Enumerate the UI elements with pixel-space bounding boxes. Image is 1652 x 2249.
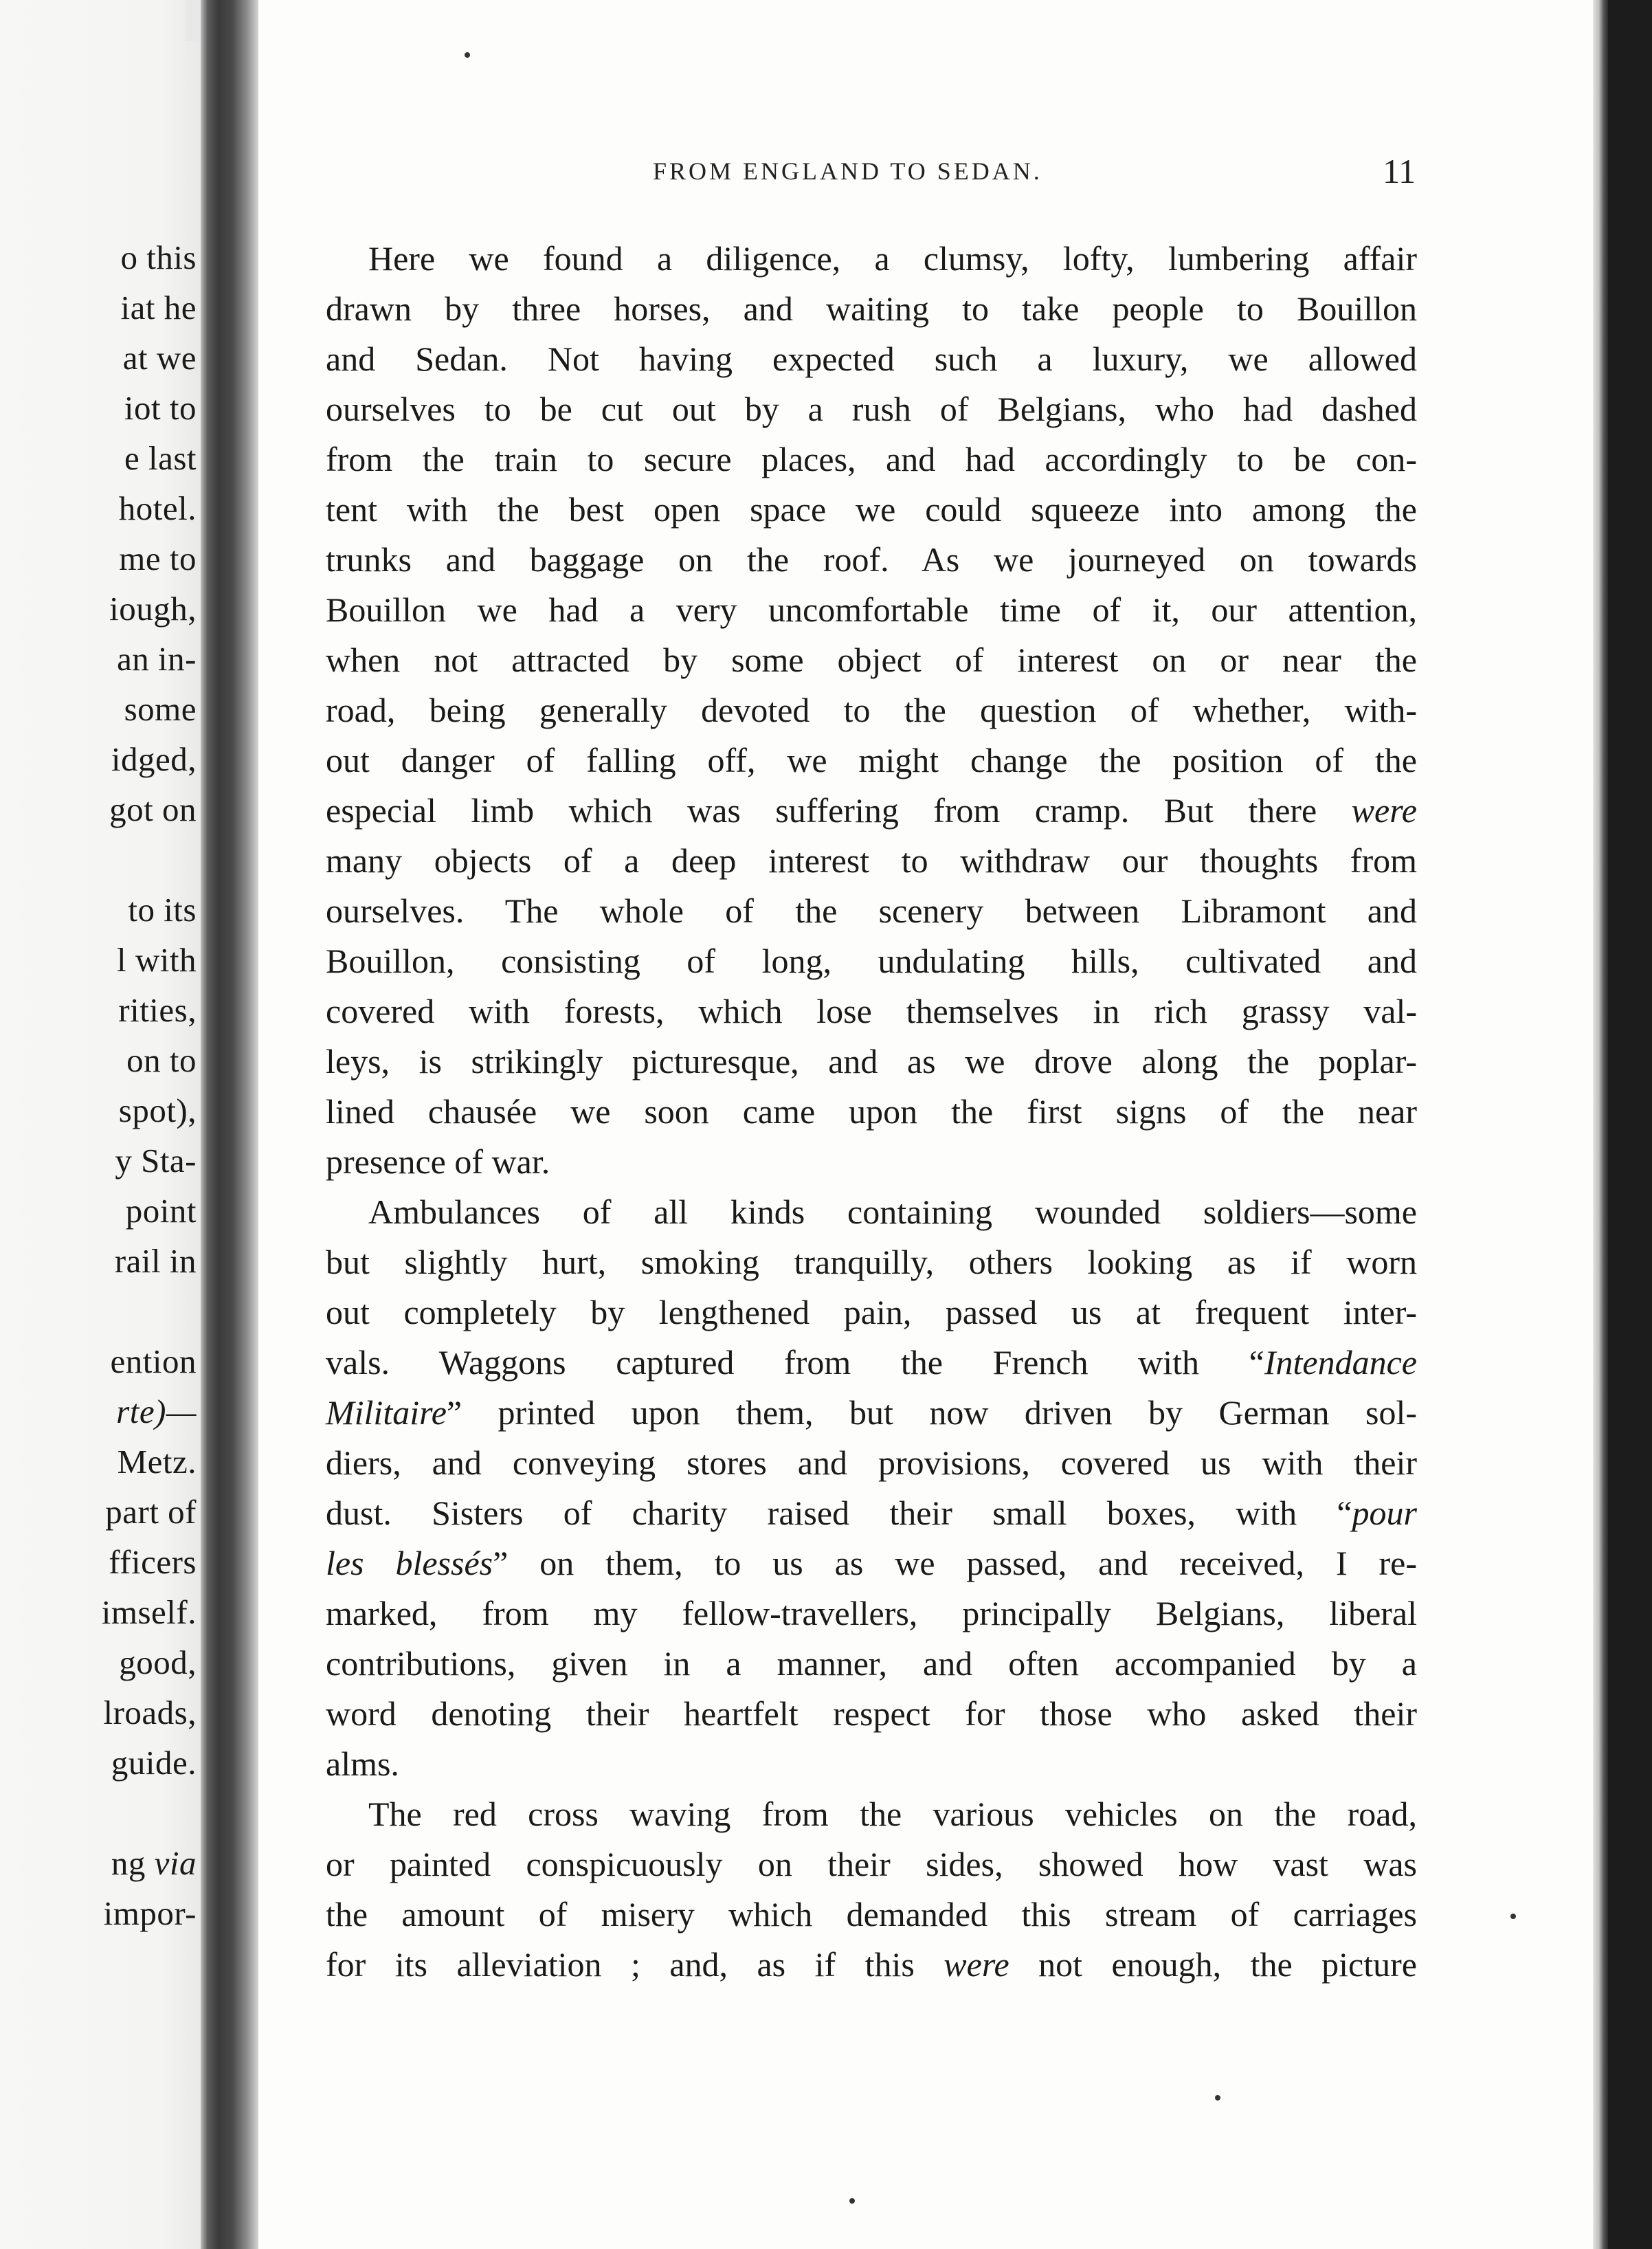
text-line: or painted conspicuously on their sides, showed how vast was	[326, 1845, 1417, 1883]
text-line: Here we found a diligence, a clumsy, lofty, lumbering affair	[368, 239, 1417, 278]
facing-line: l with	[117, 941, 197, 979]
text-line: Bouillon, consisting of long, undulating hills, cultivated and	[326, 942, 1417, 980]
facing-line: point	[125, 1192, 197, 1230]
text-line: contributions, given in a manner, and often accompanied by a	[326, 1644, 1417, 1683]
facing-line: ention	[110, 1342, 197, 1380]
facing-line: idged,	[111, 740, 197, 778]
text-line: and Sedan. Not having expected such a luxury, we allowed	[326, 340, 1417, 378]
facing-line: impor-	[103, 1894, 197, 1932]
facing-line: got on	[109, 790, 197, 828]
facing-line-gap	[0, 834, 197, 885]
facing-page-fragment	[0, 0, 201, 2249]
facing-line: good,	[119, 1643, 197, 1681]
facing-line: to its	[128, 891, 197, 929]
facing-line: me to	[119, 540, 197, 577]
text-line: out completely by lengthened pain, passed us at frequent inter-	[326, 1293, 1417, 1331]
text-line: but slightly hurt, smoking tranquilly, others looking as if worn	[326, 1243, 1417, 1281]
text-line: Ambulances of all kinds containing wounded soldiers—some	[368, 1193, 1417, 1231]
text-line: many objects of a deep interest to withdraw our thoughts from	[326, 841, 1417, 880]
text-line: especial limb which was suffering from cramp. But there were	[326, 791, 1417, 830]
binding-gutter-shadow	[201, 0, 258, 2249]
print-speck	[1510, 1914, 1516, 1919]
body-text	[326, 234, 1417, 1990]
facing-line: some	[124, 690, 197, 728]
page-number: 11	[1383, 152, 1416, 190]
text-line: out danger of falling off, we might change the position of the	[326, 741, 1417, 779]
facing-line: at we	[122, 339, 197, 377]
text-line: Militaire” printed upon them, but now driven by German sol-	[326, 1393, 1417, 1432]
facing-line-gap	[0, 1286, 197, 1336]
text-line: when not attracted by some object of interest on or near the	[326, 641, 1417, 679]
facing-line: rail in	[114, 1242, 197, 1280]
facing-line: Metz.	[117, 1443, 197, 1481]
text-line: les blessés” on them, to us as we passed, and received, I re-	[326, 1544, 1417, 1582]
facing-line: y Sta-	[115, 1142, 197, 1179]
page-edge-shadow	[1593, 0, 1608, 2249]
text-line: tent with the best open space we could squeeze into among the	[326, 490, 1417, 529]
text-line: ourselves. The whole of the scenery between Libramont and	[326, 891, 1417, 930]
facing-line: o this	[120, 239, 197, 276]
scan-background	[1608, 0, 1652, 2249]
text-line: The red cross waving from the various vehicles on the road,	[368, 1795, 1417, 1833]
text-line: alms.	[326, 1744, 399, 1783]
facing-line: rte)—	[116, 1393, 197, 1430]
facing-line-gap	[0, 1788, 197, 1838]
facing-line: iot to	[124, 389, 197, 427]
print-speck	[465, 52, 470, 58]
facing-line: hotel.	[118, 489, 197, 527]
facing-line: iat he	[120, 289, 197, 326]
facing-line: spot),	[118, 1092, 197, 1129]
print-speck	[1215, 2095, 1220, 2101]
facing-line: fficers	[109, 1543, 197, 1581]
text-line: trunks and baggage on the roof. As we journeyed on towards	[326, 540, 1417, 579]
text-line: diers, and conveying stores and provisions, covered us with their	[326, 1443, 1417, 1482]
text-line: for its alleviation ; and, as if this were not enough, the picture	[326, 1945, 1417, 1984]
text-line: covered with forests, which lose themselves in rich grassy val-	[326, 992, 1417, 1030]
text-line: vals. Waggons captured from the French with “Intendance	[326, 1343, 1417, 1382]
text-line: dust. Sisters of charity raised their small boxes, with “pour	[326, 1494, 1417, 1532]
text-line: from the train to secure places, and had accordingly to be con-	[326, 440, 1417, 478]
text-line: drawn by three horses, and waiting to take people to Bouillon	[326, 289, 1417, 328]
facing-line: part of	[105, 1493, 197, 1531]
facing-line: lroads,	[103, 1694, 197, 1731]
text-line: word denoting their heartfelt respect for those who asked their	[326, 1694, 1417, 1733]
text-line: road, being generally devoted to the question of whether, with-	[326, 691, 1417, 729]
text-line: marked, from my fellow-travellers, principally Belgians, liberal	[326, 1594, 1417, 1632]
facing-line: e last	[124, 439, 197, 477]
text-line: Bouillon we had a very uncomfortable time of it, our attention,	[326, 590, 1417, 629]
facing-line: guide.	[111, 1744, 197, 1782]
text-line: lined chausée we soon came upon the first signs of the near	[326, 1092, 1417, 1131]
facing-line: imself.	[101, 1593, 197, 1631]
facing-line: on to	[126, 1041, 197, 1079]
facing-line: ng via	[111, 1844, 197, 1882]
facing-line: an in-	[117, 640, 197, 678]
text-line: ourselves to be cut out by a rush of Belgians, who had dashed	[326, 390, 1417, 428]
text-line: the amount of misery which demanded this stream of carriages	[326, 1895, 1417, 1934]
facing-line: iough,	[109, 590, 197, 628]
print-speck	[849, 2198, 855, 2204]
facing-page-lines	[0, 232, 197, 1938]
running-head: FROM ENGLAND TO SEDAN.	[653, 157, 1042, 185]
facing-line: rities,	[118, 991, 197, 1029]
text-line: presence of war.	[326, 1142, 550, 1181]
text-line: leys, is strikingly picturesque, and as we drove along the poplar-	[326, 1042, 1417, 1081]
